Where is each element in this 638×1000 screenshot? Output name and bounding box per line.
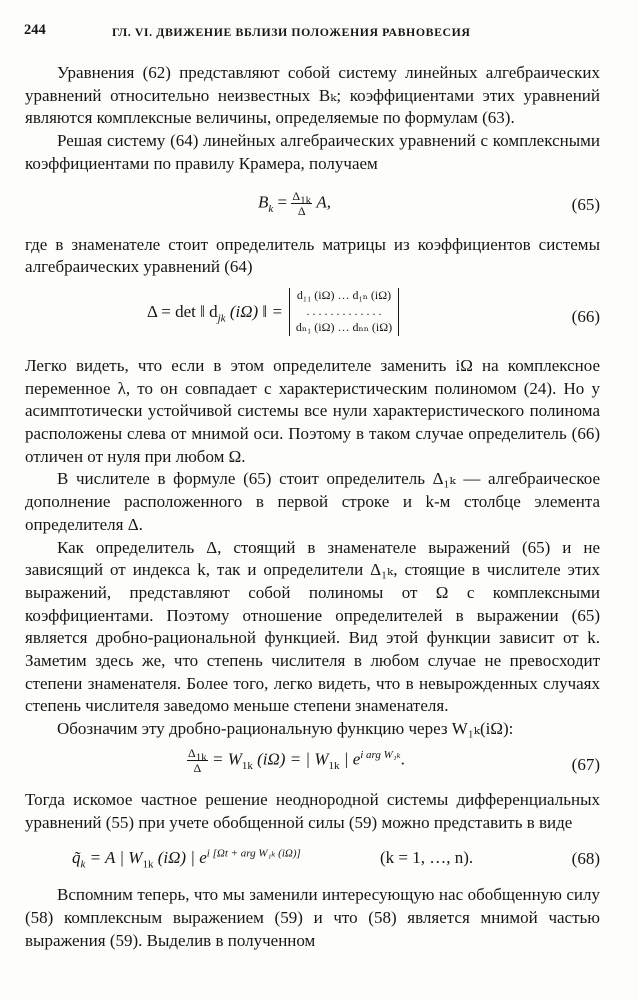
paragraph-5: В числителе в формуле (65) стоит определитель Δ₁ₖ — алгебраическое дополнение расположенного в первой строке и k-м столбце элемента определителя Δ. [25, 469, 600, 534]
eq65-numerator-sub: 1k [300, 193, 312, 206]
eq65-lhs-sub: k [268, 202, 274, 215]
determinant-matrix [289, 288, 399, 336]
equation-number-65: (65) [571, 194, 600, 214]
eq66-lhs: Δ = det ‖ d [147, 301, 218, 321]
eq65-fraction [291, 190, 312, 217]
page-number: 244 [24, 22, 46, 38]
paragraph-6: Как определитель Δ, стоящий в знаменателе выражений (65) и не зависящий от индекса k, так и определители Δ₁ₖ, стоящие в числителе этих выражений, представляют собой полиномы от Ω с комплексными коэффициентами. Поэтому отношение определителей в выражении (65) является дробно-рациональной функцией. Вид этой функции зависит от k. Заметим здесь же, что степень числителя в любом случае не превосходит степени знаменателя. Более того, легко видеть, что в невырожденных случаях степень числителя заведомо меньше степени знаменателя. [25, 537, 600, 716]
paragraph-8: Тогда искомое частное решение неоднородной системы дифференциальных уравнений (55) при учете обобщенной силы (59) можно представить в виде [25, 789, 600, 832]
page-body [25, 62, 600, 952]
eq67-numerator-sub: 1k [195, 751, 207, 764]
paragraph-3: где в знаменателе стоит определитель матрицы из коэффициентов системы алгебраических уравнений (64) [25, 234, 600, 277]
paragraph-9: Вспомним теперь, что мы заменили интересующую нас обобщенную силу (58) комплексным выражением (59) и что (58) является мнимой частью выражения (59). Выделив в полученном [25, 885, 600, 950]
running-header [24, 22, 614, 46]
eq67-exponent: i arg W₁ₖ [360, 748, 401, 761]
equation-65: $B_k$ = $\frac{\Delta_{1k}}{\Delta}$ A, (65) [258, 188, 600, 218]
det-row-2: . . . . . . . . . . . . . [306, 304, 382, 319]
det-row-3: dₙ₁ (iΩ) … dₙₙ (iΩ) [295, 320, 393, 335]
eq68-index-range: (k = 1, …, n). [380, 848, 474, 868]
eq67-rhs-sub2: 1k [328, 759, 340, 772]
eq65-numerator: Δ [292, 188, 301, 203]
eq68-rhs-arg: (iΩ) | e [157, 848, 207, 868]
eq66-lhs-arg: (iΩ) ‖ = [229, 301, 283, 321]
eq68-rhs: = A | W [89, 848, 143, 868]
eq66-lhs-sub: jk [217, 312, 226, 325]
paragraph-4: Легко видеть, что если в этом определителе заменить iΩ на комплексное переменное λ, то он совпадает с характеристическим полиномом (24). Но у асимптотически устойчивой системы все нули характеристического полинома расположены слева от мнимой оси. Поэтому в таком случае определитель (66) отличен от нуля при любом Ω. [25, 355, 600, 466]
equation-number-68: (68) [571, 849, 600, 869]
eq65-factor: A, [316, 191, 331, 211]
eq67-rhs-exp-base: | e [343, 749, 361, 769]
equation-68 [25, 834, 600, 884]
eq67-denominator: Δ [193, 760, 202, 775]
eq68-exponent: i [Ωt + arg W₁ₖ (iΩ)] [206, 847, 301, 860]
det-row-1: d₁₁ (iΩ) … d₁ₙ (iΩ) [296, 288, 392, 303]
eq67-rhs: = W [211, 749, 242, 769]
chapter-title: ГЛ. VI. ДВИЖЕНИЕ ВБЛИЗИ ПОЛОЖЕНИЯ РАВНОВЕСИЯ [112, 25, 471, 39]
eq67-numerator: Δ [188, 745, 196, 760]
eq67-rhs-arg: (iΩ) = | W [257, 749, 329, 769]
eq65-lhs: B [258, 191, 269, 211]
eq65-denominator: Δ [297, 203, 306, 218]
equation-67 [25, 741, 600, 789]
paragraph-2: Решая систему (64) линейных алгебраических уравнений с комплексными коэффициентами по правилу Крамера, получаем [25, 131, 600, 173]
equation-66 [25, 279, 600, 355]
eq68-rhs-sub: 1k [142, 858, 154, 871]
equation-number-66: (66) [571, 306, 600, 326]
paragraph-7: Обозначим эту дробно-рациональную функцию через W₁ₖ(iΩ): [57, 719, 514, 739]
eq68-lhs: q̃ [72, 848, 81, 868]
paragraph-1: Уравнения (62) представляют собой систему линейных алгебраических уравнений относительно неизвестных Bₖ; коэффициентами этих уравнений являются комплексные величины, определяемые по формулам (63). [25, 63, 600, 128]
equation-number-67: (67) [571, 754, 600, 774]
eq67-fraction [187, 747, 208, 774]
eq67-rhs-sub: 1k [241, 759, 253, 772]
eq67-rhs-end: . [400, 749, 405, 769]
eq68-lhs-sub: k [80, 858, 86, 871]
